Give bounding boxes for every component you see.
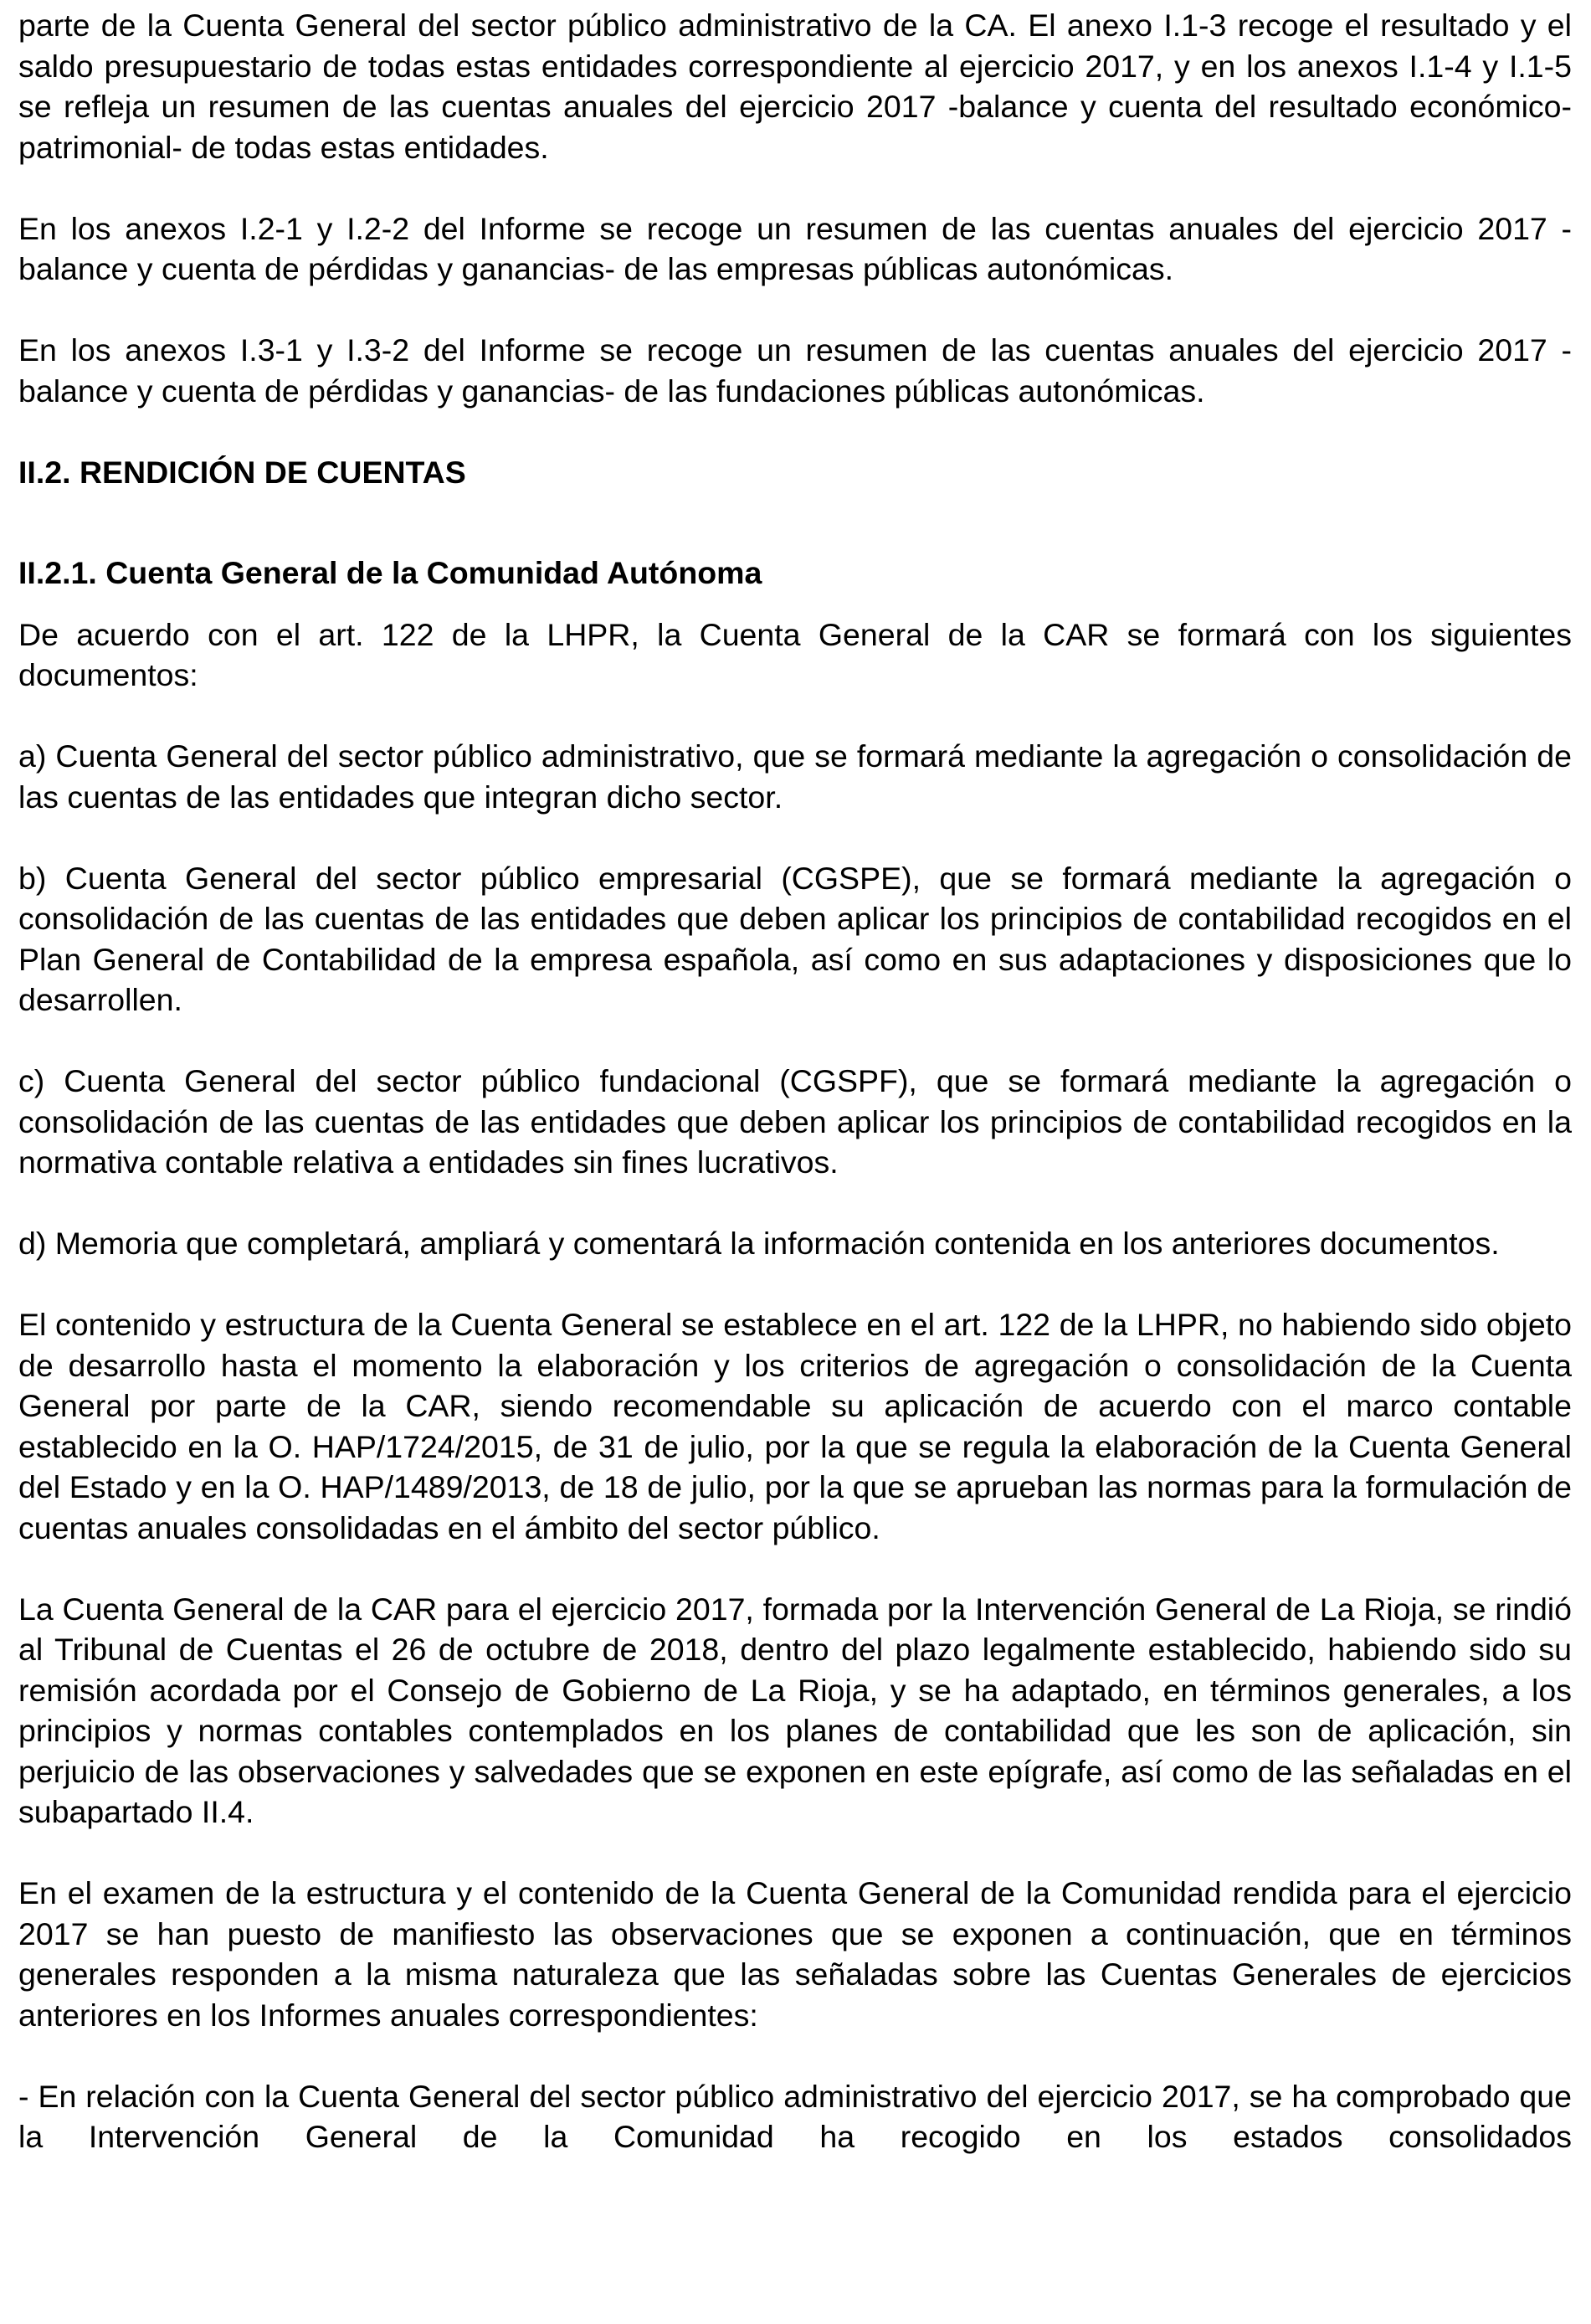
list-item-b: b) Cuenta General del sector público empresarial (CGSPE), que se formará mediante la agregación o consolidación de las cuentas de las entidades que deben aplicar los principios de contabilidad recogidos en el Plan General de Contabilidad de la empresa española, así como en sus adaptaciones y disposiciones que lo desarrollen. bbox=[18, 860, 1572, 1017]
section-heading: II.2. RENDICIÓN DE CUENTAS bbox=[18, 454, 466, 490]
list-item-d: d) Memoria que completará, ampliará y comentará la información contenida en los anteriores documentos. bbox=[18, 1226, 1500, 1261]
paragraph-general-account-documents: De acuerdo con el art. 122 de la LHPR, la Cuenta General de la CAR se formará con los siguientes documentos: bbox=[18, 616, 1572, 692]
paragraph-annex-public-companies: En los anexos I.2-1 y I.2-2 del Informe se recoge un resumen de las cuentas anuales del ejercicio 2017 -balance y cuenta de pérdidas y ganancias- de las empresas públicas autonómicas. bbox=[18, 210, 1572, 286]
paragraph-annex-results: parte de la Cuenta General del sector público administrativo de la CA. El anexo I.1-3 recoge el resultado y el saldo presupuestario de todas estas entidades correspondiente al ejercicio 2017, y en los anexos I.1-4 y I.1-5 se refleja un resumen de las cuentas anuales del ejercicio 2017 -balance y cuenta del resultado económico-patrimonial- de todas estas entidades. bbox=[18, 8, 1572, 165]
paragraph-observation-item: - En relación con la Cuenta General del sector público administrativo del ejercicio 2017, se ha comprobado que la Intervención General de la Comunidad ha recogido en los estados consolidados bbox=[18, 2078, 1572, 2154]
paragraph-content-structure: El contenido y estructura de la Cuenta General se establece en el art. 122 de la LHPR, no habiendo sido objeto de desarrollo hasta el momento la elaboración y los criterios de agregación o consolidación de la Cuenta General por parte de la CAR, siendo recomendable su aplicación de acuerdo con el marco contable establecido en la O. HAP/1724/2015, de 31 de julio, por la que se regula la elaboración de la Cuenta General del Estado y en la O. HAP/1489/2013, de 18 de julio, por la que se aprueban las normas para la formulación de cuentas anuales consolidadas en el ámbito del sector público. bbox=[18, 1307, 1572, 1545]
paragraph-account-submission: La Cuenta General de la CAR para el ejercicio 2017, formada por la Intervención General de La Rioja, se rindió al Tribunal de Cuentas el 26 de octubre de 2018, dentro del plazo legalmente establecido, habiendo sido su remisión acordada por el Consejo de Gobierno de La Rioja, y se ha adaptado, en términos generales, a los principios y normas contables contemplados en los planes de contabilidad que les son de aplicación, sin perjuicio de las observaciones y salvedades que se exponen en este epígrafe, así como de las señaladas en el subapartado II.4. bbox=[18, 1591, 1572, 1829]
subsection-heading: II.2.1. Cuenta General de la Comunidad Autónoma bbox=[18, 555, 762, 590]
document-page bbox=[18, 5, 1572, 2198]
list-item-a: a) Cuenta General del sector público administrativo, que se formará mediante la agregación o consolidación de las cuentas de las entidades que integran dicho sector. bbox=[18, 738, 1572, 815]
paragraph-annex-foundations: En los anexos I.3-1 y I.3-2 del Informe se recoge un resumen de las cuentas anuales del ejercicio 2017 -balance y cuenta de pérdidas y ganancias- de las fundaciones públicas autonómicas. bbox=[18, 332, 1572, 409]
paragraph-examination-observations: En el examen de la estructura y el contenido de la Cuenta General de la Comunidad rendida para el ejercicio 2017 se han puesto de manifiesto las observaciones que se exponen a continuación, que en términos generales responden a la misma naturaleza que las señaladas sobre las Cuentas Generales de ejercicios anteriores en los Informes anuales correspondientes: bbox=[18, 1875, 1572, 2033]
list-item-c: c) Cuenta General del sector público fundacional (CGSPF), que se formará mediante la agregación o consolidación de las cuentas de las entidades que deben aplicar los principios de contabilidad recogidos en la normativa contable relativa a entidades sin fines lucrativos. bbox=[18, 1063, 1572, 1180]
